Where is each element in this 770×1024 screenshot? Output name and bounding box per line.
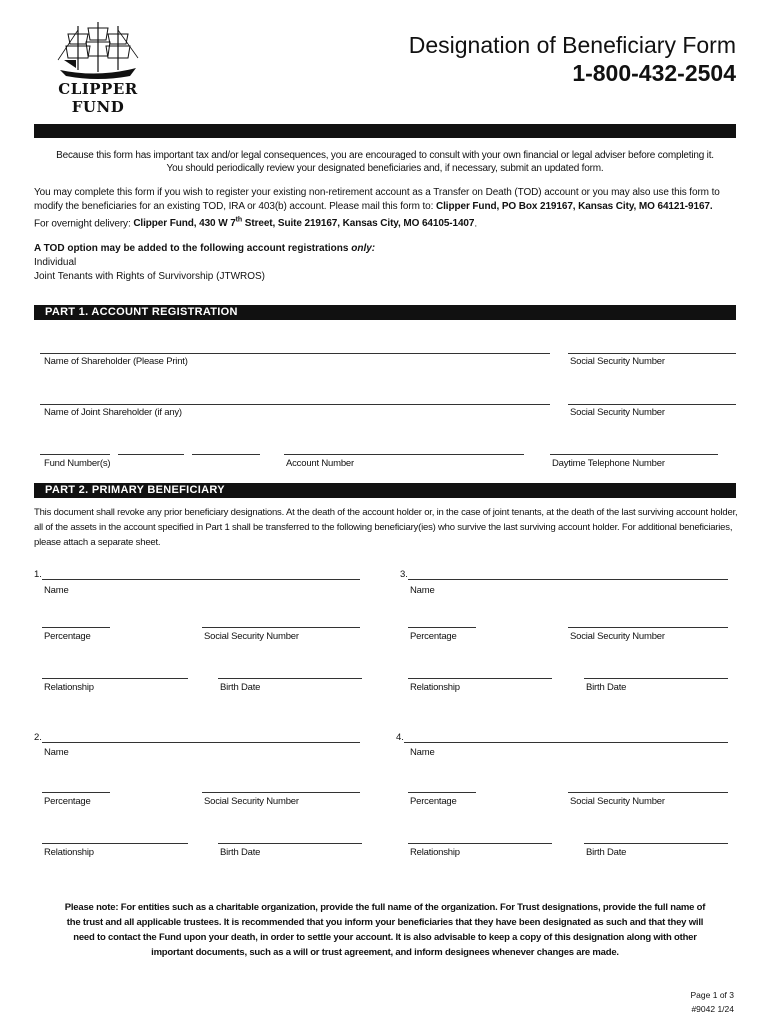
notice-line-2: You should periodically review your designated beneficiaries and, if necessary, submit an updated form. [166,163,604,174]
page-number: Page 1 of 3 [690,990,734,1000]
beneficiary-1-percentage-field[interactable] [42,627,110,628]
daytime-phone-field[interactable] [550,454,718,455]
overnight-end: . [474,218,478,230]
beneficiary-1-birth-date-field[interactable] [218,678,362,679]
tod-heading [34,243,375,254]
beneficiary-4-ssn-label: Social Security Number [570,796,665,807]
fund-number-field-3[interactable] [192,454,260,455]
intro-paragraph [34,186,736,231]
fund-number-field-1[interactable] [40,454,110,455]
account-number-label: Account Number [286,458,354,469]
beneficiary-1-birth-date-label: Birth Date [220,682,261,693]
overnight-address-a: Clipper Fund, 430 W 7 [133,218,236,230]
tod-heading-text: A TOD option may be added to the following account registrations [34,243,352,254]
beneficiary-1-relationship-field[interactable] [42,678,188,679]
part2-description: This document shall revoke any prior beneficiary designations. At the death of the account holder or, in the case of joint tenants, at the death of the last surviving account holder, all of the assets in the account specified in Part 1 shall be transferred to the following beneficiary(ies) who survive the last surviving account holder. For additional beneficiaries, please attach a separate sheet. [34,507,738,548]
overnight-sup: th [235,217,243,224]
beneficiary-2-relationship-field[interactable] [42,843,188,844]
beneficiary-4-birth-date-label: Birth Date [586,847,627,858]
beneficiary-1-ssn-field[interactable] [202,627,360,628]
logo-text-fund: FUND [71,98,125,116]
beneficiary-3-relationship-field[interactable] [408,678,552,679]
logo-text-clipper: CLIPPER [58,80,138,98]
daytime-phone-label: Daytime Telephone Number [552,458,665,469]
tod-option-jtwros: Joint Tenants with Rights of Survivorship (JTWROS) [34,271,266,282]
joint-ssn-field[interactable] [568,404,736,405]
intro-text: You may complete this form if you wish to register your existing non-retirement account as a Transfer on Death (TOD) account or you may also use this form to modify the beneficiaries for an existing TOD, IRA or 403(b) account. Please mail this form to: [34,187,720,212]
beneficiary-2-percentage-label: Percentage [44,796,91,807]
beneficiary-1-ssn-label: Social Security Number [204,631,299,642]
beneficiary-4-number: 4. [396,732,404,743]
overnight-prefix: For overnight delivery: [34,218,134,230]
phone-number: 1-800-432-2504 [572,60,736,86]
notice-line-1: Because this form has important tax and/or legal consequences, you are encouraged to consult with your own financial or legal adviser before completing it. [56,150,714,161]
form-title: Designation of Beneficiary Form [408,32,736,58]
beneficiary-2-ssn-field[interactable] [202,792,360,793]
shareholder-name-label: Name of Shareholder (Please Print) [44,356,188,367]
beneficiary-3-ssn-label: Social Security Number [570,631,665,642]
ssn-label: Social Security Number [570,356,665,367]
header-divider-bar [34,124,736,138]
tod-option-individual: Individual [34,257,77,268]
beneficiary-1-name-field[interactable] [42,579,360,580]
part1-title: PART 1. ACCOUNT REGISTRATION [45,306,238,318]
beneficiary-3-number: 3. [400,569,408,580]
mail-address: Clipper Fund, PO Box 219167, Kansas City, MO 64121-9167. [436,201,713,212]
beneficiary-1-relationship-label: Relationship [44,682,94,693]
beneficiary-1-name-label: Name [44,585,69,596]
part1-header [34,305,736,320]
beneficiary-3-ssn-field[interactable] [568,627,728,628]
beneficiary-3-birth-date-field[interactable] [584,678,728,679]
account-number-field[interactable] [284,454,524,455]
joint-ssn-label: Social Security Number [570,407,665,418]
beneficiary-3-name-field[interactable] [408,579,728,580]
beneficiary-4-birth-date-field[interactable] [584,843,728,844]
beneficiary-3-name-label: Name [410,585,435,596]
beneficiary-2-name-label: Name [44,747,69,758]
ssn-field[interactable] [568,353,736,354]
beneficiary-2-ssn-label: Social Security Number [204,796,299,807]
beneficiary-2-percentage-field[interactable] [42,792,110,793]
tod-heading-emphasis: only: [351,243,376,254]
form-number: #9042 1/24 [691,1004,734,1014]
please-note-footnote: Please note: For entities such as a charitable organization, provide the full name of the organization. For Trust designations, provide the full name of the trust and all applicable trustees. It is recommended that you inform your beneficiaries that they have been designated as such and that they will need to contact the Fund upon your death, in order to settle your account. It is also advisable to keep a copy of this designation along with other important documents, such as a will or trust agreement, and inform designees whenever changes are made. [64,902,706,958]
beneficiary-1-percentage-label: Percentage [44,631,91,642]
shareholder-name-field[interactable] [40,353,550,354]
clipper-fund-logo [56,20,140,118]
beneficiary-2-name-field[interactable] [42,742,360,743]
beneficiary-4-name-field[interactable] [404,742,728,743]
joint-shareholder-name-label: Name of Joint Shareholder (if any) [44,407,182,418]
beneficiary-2-relationship-label: Relationship [44,847,94,858]
part2-title: PART 2. PRIMARY BENEFICIARY [45,484,225,496]
part2-header [34,483,736,498]
beneficiary-1-number: 1. [34,569,42,580]
beneficiary-4-relationship-field[interactable] [408,843,552,844]
beneficiary-3-birth-date-label: Birth Date [586,682,627,693]
beneficiary-2-birth-date-field[interactable] [218,843,362,844]
fund-numbers-label: Fund Number(s) [44,458,111,469]
beneficiary-4-percentage-field[interactable] [408,792,476,793]
beneficiary-2-number: 2. [34,732,42,743]
clipper-ship-icon [56,20,140,82]
beneficiary-3-percentage-field[interactable] [408,627,476,628]
beneficiary-2-birth-date-label: Birth Date [220,847,261,858]
fund-number-field-2[interactable] [118,454,184,455]
beneficiary-4-percentage-label: Percentage [410,796,457,807]
beneficiary-4-relationship-label: Relationship [410,847,460,858]
overnight-address-b: Street, Suite 219167, Kansas City, MO 64105-1407 [242,218,475,230]
beneficiary-3-relationship-label: Relationship [410,682,460,693]
joint-shareholder-name-field[interactable] [40,404,550,405]
beneficiary-4-name-label: Name [410,747,435,758]
beneficiary-3-percentage-label: Percentage [410,631,457,642]
beneficiary-4-ssn-field[interactable] [568,792,728,793]
